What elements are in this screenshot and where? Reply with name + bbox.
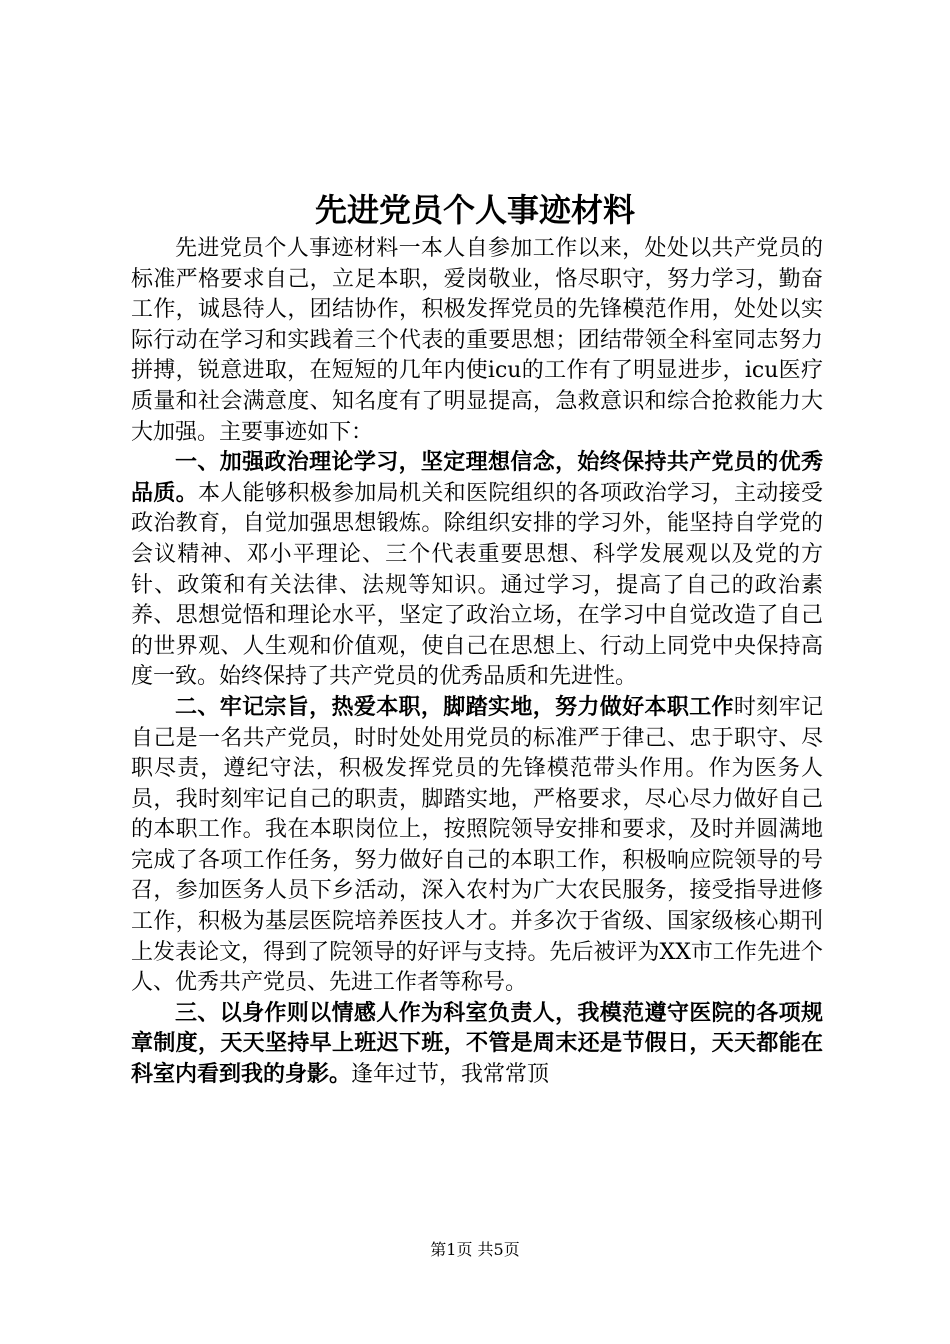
intro-paragraph: 先进党员个人事迹材料一本人自参加工作以来，处处以共产党员的标准严格要求自己，立足本职，爱岗敬业，恪尽职守，努力学习，勤奋工作，诚恳待人，团结协作，积极发挥党员的先锋模范作用，处处以实际行动在学习和实践着三个代表的重要思想；团结带领全科室同志努力拼搏，锐意进取，在短短的几年内使icu的工作有了明显进步，icu医疗质量和社会满意度、知名度有了明显提高，急救意识和综合抢救能力大大加强。主要事迹如下：: [131, 236, 823, 445]
section-1-heading: 一、加强政治理论学习，坚定理想信念，始终保持共产党员的优秀品质。: [131, 450, 823, 506]
section-2-heading: 二、牢记宗旨，热爱本职，脚踏实地，努力做好本职工作: [175, 694, 734, 720]
document-title: 先进党员个人事迹材料: [314, 191, 635, 229]
section-3-heading: 三、以身作则以情感人作为科室负责人，我模范遵守医院的各项规章制度，天天坚持早上班迟下班，不管是周末还是节假日，天天都能在科室内看到我的身影。: [131, 1000, 823, 1088]
section-3-text: 逢年过节，我常常顶: [351, 1062, 550, 1088]
page-footer: 第1页 共5页: [430, 1240, 520, 1259]
section-3-paragraph: [131, 999, 823, 1091]
section-1-paragraph: [131, 448, 823, 693]
section-2-text: 时刻牢记自己是一名共产党员，时时处处用党员的标准严于律己、忠于职守、尽职尽责，遵纪守法，积极发挥党员的先锋模范带头作用。作为医务人员，我时刻牢记自己的职责，脚踏实地，严格要求，尽心尽力做好自己的本职工作。我在本职岗位上，按照院领导安排和要求，及时并圆满地完成了各项工作任务，努力做好自己的本职工作，积极响应院领导的号召，参加医务人员下乡活动，深入农村为广大农民服务，接受指导进修工作，积极为基层医院培养医技人才。并多次于省级、国家级核心期刊上发表论文，得到了院领导的好评与支持。先后被评为XX市工作先进个人、优秀共产党员、先进工作者等称号。: [131, 694, 823, 996]
section-1-text: 本人能够积极参加局机关和医院组织的各项政治学习，主动接受政治教育，自觉加强思想锻炼。除组织安排的学习外，能坚持自学党的会议精神、邓小平理论、三个代表重要思想、科学发展观以及党的方针、政策和有关法律、法规等知识。通过学习，提高了自己的政治素养、思想觉悟和理论水平，坚定了政治立场，在学习中自觉改造了自己的世界观、人生观和价值观，使自己在思想上、行动上同党中央保持高度一致。始终保持了共产党员的优秀品质和先进性。: [131, 480, 823, 690]
document-body: [131, 234, 823, 1091]
section-2-paragraph: [131, 693, 823, 999]
